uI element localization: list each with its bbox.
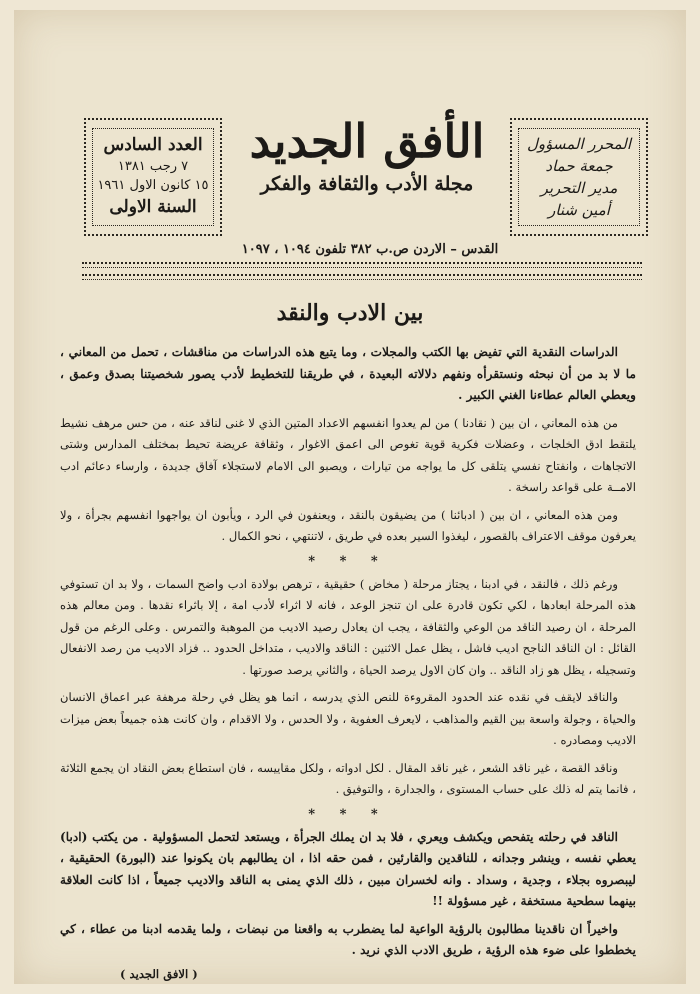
magazine-subtitle: مجلة الأدب والثقافة والفكر (260, 173, 474, 195)
gregorian-date: ١٥ كانون الاول ١٩٦١ (97, 178, 209, 193)
paragraph: واخيراً ان ناقدينا مطالبون بالرؤية الواعية لما يضطرب به واقعنا من نبضات ، ولما يقدمه ادبنا من عطاء ، كي يخططوا على ضوء هذه الرؤية ، طريق الادب الذي نريد . (60, 921, 636, 957)
managing-editor-role: مدير التحرير (540, 179, 618, 197)
issue-number: العدد السادس (103, 135, 203, 155)
editor-role: المحرر المسؤول (526, 135, 632, 153)
paragraph: والناقد لايقف في نقده عند الحدود المقروءة للنص الذي يدرسه ، انما هو يظل في رحلة مرهفة عبر اعماق الانسان والحياة ، وجولة واسعة بين القيم والمذاهب ، لايعرف العفوية ، ولا الحدس ، ولا الاقدام ، وان كانت هذه جميعاً بعض ميزات الاديب ومصادره . (60, 690, 636, 747)
signature: ( الافق الجديد ) (120, 966, 198, 981)
section-separator: * * * (308, 553, 388, 569)
managing-editor-name: أمين شنار (548, 201, 610, 219)
paragraph: ومن هذه المعاني ، ان بين ( ادبائنا ) من يضيقون بالنقد ، ويعنفون في الرد ، ويأبون ان يواجهوا انفسهم بجرأة ، ولا يعرفون موقف الاعتراف بالقصور ، ليغذوا السير بعده في طريق ، لاتنتهي ، نحو الكمال . (60, 507, 636, 543)
article-body (60, 342, 636, 985)
paragraph: الناقد في رحلته يتفحص ويكشف ويعري ، فلا بد ان يملك الجرأة ، ويستعد لتحمل المسؤولية . من يكتب (ادبا) يعطي نفسه ، وينشر وجدانه ، للناقدين والقارئين ، فمن حقه اذا ، ان يطالبهم بان يكونوا عند (البورة) الحقيقية ، ليبصروه بجلاء ، وجدية ، وسداد . وانه لخسران مبين ، ذلك الذي يمنى به الناقد والاديب جميعاً ، اذا كانت العلاقة بينهما سطحية مستخفة ، غير مسؤولة !! (60, 829, 636, 908)
paragraph: ورغم ذلك ، فالنقد ، في ادبنا ، يجتاز مرحلة ( مخاض ) حقيقية ، ترهص بولادة ادب واضح السمات ، ولا بد ان تستوفي هذه المرحلة ابعادها ، لكي تكون قادرة على ان تنجز الوعد ، فانه لا اثراء لأدب امة ، إلا باثراء نقدها . ومن معالم هذه المرحلة ، ان رصيد الناقد من الوعي والثقافة ، يجب ان يعادل رصيد الاديب من الموهبة والتمرس . وعلى الرغم من قول القائل : ان الناقد الناجح اديب فاشل ، يظل عمل الاثنين : الناقد والاديب ، متداخل الحدود .. فزاد الاديب من رصد الانفعال وتسجيله ، يظل هو زاد الناقد .. وان كان الاول يرصد الحياة ، والثاني يرصد صورتها . (60, 576, 636, 677)
paragraph: وناقد القصة ، غير ناقد الشعر ، غير ناقد المقال . لكل ادواته ، ولكل مقاييسه ، فان استطاع بعض النقاد ان يجمع الثلاثة ، فانما يتم له ذلك على حساب المستوى ، والجدارة ، والتوفيق . (60, 760, 636, 796)
editor-name: جمعة حماد (545, 157, 613, 175)
paragraph: الدراسات النقدية التي تفيض بها الكتب والمجلات ، وما يتبع هذه الدراسات من مناقشات ، تحمل من المعاني ، ما لا بد من أن نبحثه ونستقرأه ونفهم دلالاته البعيدة ، في طريقنا للتخطيط لأدب يصور شخصيتنا بصدق وعمق ، ويعطي العالم عطاءنا الغني الكبير . (60, 345, 636, 402)
section-separator: * * * (308, 806, 388, 822)
paragraph: من هذه المعاني ، ان بين ( نقادنا ) من لم يعدوا انفسهم الاعداد المتين الذي لا غنى لناقد عنه ، من حس مرهف نشيط يلتقط ادق الخلجات ، وعضلات فكرية قوية تغوص الى اعمق الاغوار ، وثقافة عريضة تحيط بمختلف المدارس وشتى الاتجاهات ، وانفتاح نفسي يتلقى كل ما يواجه من تيارات ، ويصبو الى الامام لاستجلاء آفاق جديدة ، وارساء دعائم ادب الامــة على قواعد راسخة . (60, 415, 636, 494)
volume-year: السنة الاولى (109, 197, 197, 217)
hijri-date: ٧ رجب ١٣٨١ (117, 159, 189, 174)
issue-info-box (84, 118, 222, 236)
article-title: بين الادب والنقد (276, 300, 424, 326)
address-line: القدس – الاردن ص.ب ٣٨٢ تلفون ١٠٩٤ ، ١٠٩٧ (241, 242, 499, 257)
magazine-title: الأفق الجديد (249, 114, 485, 168)
editors-box (510, 118, 648, 236)
masthead (232, 112, 502, 198)
header-divider-top (82, 262, 642, 268)
header-divider-bottom (82, 274, 642, 280)
